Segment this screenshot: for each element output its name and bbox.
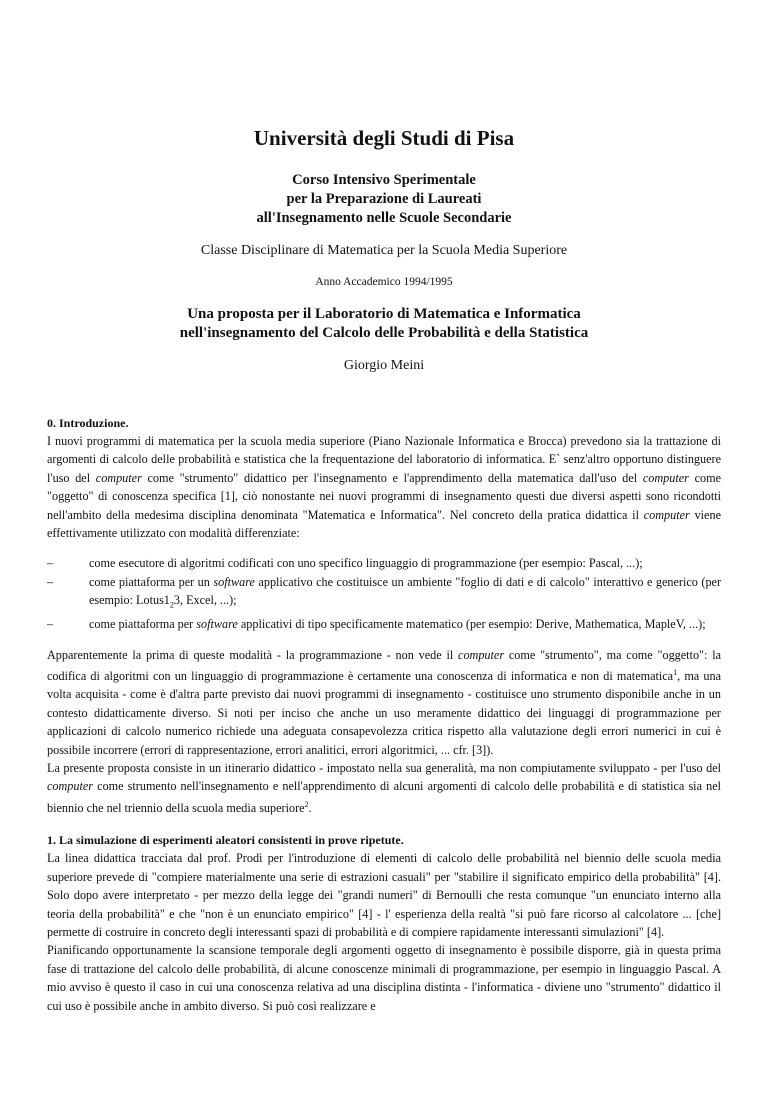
list-item: – come piattaforma per un software applicativo che costituisce un ambiente "foglio di dati e di calcolo" interattivo e generico (per esempio: $Lotus1_23$, Excel, ...); — [47, 574, 722, 610]
footnote-ref[interactable]: 1 — [673, 667, 678, 677]
course-line: per la Preparazione di Laureati — [286, 191, 482, 207]
course-line: Corso Intensivo Sperimentale — [292, 172, 476, 188]
course-title — [47, 171, 721, 228]
paragraph: La linea didattica tracciata dal prof. Prodi per l'introduzione di elementi di calcolo delle probabilità nel biennio delle scuola media superiore prevede di "compiere materialmente una serie di estrazioni casuali" per "stabilire il significato empirico della probabilità" [4]. Solo dopo avere interpretato - per mezzo della legge dei "grandi numeri" di Bernoulli che resta comunque "un enunciato interno alla teoria della probabilità" e che "non è un enunciato empirico" [4] - l' esperienza della realtà "si può fare ricorso al calcolatore ... [che] permette di costruire in concreto degli interessanti spazi di probabilità e di compiere rapidamente interessanti simulazioni" [4]. — [47, 851, 721, 939]
university-title: Università degli Studi di Pisa — [253, 126, 515, 150]
academic-year: Anno Accademico 1994/1995 — [315, 276, 453, 288]
class-discipline: Classe Disciplinare di Matematica per la Scuola Media Superiore — [200, 243, 568, 258]
list-item: – come esecutore di algoritmi codificati con uno specifico linguaggio di programmazione (per esempio: Pascal, ...); — [47, 556, 643, 571]
title-line: Una proposta per il Laboratorio di Matematica e Informatica — [187, 306, 581, 322]
paragraph: I nuovi programmi di matematica per la scuola media superiore (Piano Nazionale Informatica e Brocca) prevedono sia la trattazione di argomenti di calcolo delle probabilità e statistica che la frequentazione del laboratorio di informatica. E` senz'altro opportuno distinguere l'uso del computer come "strumento" didattico per l'insegnamento e l'apprendimento della matematica dall'uso del computer come "oggetto" di conoscenza specifica [1], ciò nonostante nei nuovi programmi di insegnamento questi due diversi aspetti sono ricondotti nell'ambito della medesima disciplina denominata "Matematica e Informatica". Nel concreto della pratica didattica il computer viene effettivamente utilizzato con modalità differenziate: — [47, 434, 721, 541]
course-line: all'Insegnamento nelle Scuole Secondarie — [256, 210, 512, 226]
author: Giorgio Meini — [343, 358, 425, 373]
paragraph: Pianificando opportunamente la scansione temporale degli argomenti oggetto di insegnamento è possibile disporre, già in questa prima fase di trattazione del calcolo delle probabilità, di alcune conoscenze minimali di programmazione, per esempio in linguaggio Pascal. A mio avviso è questo il caso in cui una conoscenza relativa ad una disciplina distinta - l'informatica - diviene uno "strumento" didattico il cui uso è possibile anche in ambito diverso. Si può così realizzare e — [47, 943, 721, 1013]
paper-title — [47, 305, 721, 343]
footnote-ref[interactable]: 2 — [304, 799, 309, 809]
paragraph: Apparentemente la prima di queste modalità - la programmazione - non vede il computer come "strumento", ma come "oggetto": la codifica di algoritmi con un linguaggio di programmazione è certamente una conoscenza di informatica e non di matematica$^1$, ma una volta acquisita - come è d'altra parte previsto dai nuovi programmi di insegnamento - costituisce uno strumento disponibile anche in un contesto didatticamente diverso. Si noti per inciso che anche un uso meramente didattico dei linguaggi di programmazione per applicazioni di calcolo numerico richiede una adeguata consapevolezza critica rispetto alla valutazione degli errori numerici in cui è possibile incorrere (errori di rappresentazione, errori analitici, errori algoritmici, ... cfr. [3]). — [47, 647, 721, 757]
document-page — [0, 126, 768, 1120]
list-item: – come piattaforma per software applicativi di tipo specificamente matematico (per esempio: Derive, Mathematica, MapleV, ...); — [47, 617, 706, 632]
section-heading: 0. Introduzione. — [47, 416, 129, 430]
title-line: nell'insegnamento del Calcolo delle Probabilità e della Statistica — [179, 325, 589, 341]
section-heading: 1. La simulazione di esperimenti aleatori consistenti in prove ripetute. — [47, 833, 404, 848]
paragraph: La presente proposta consiste in un itinerario didattico - impostato nella sua generalità, ma non compiutamente sviluppato - per l'uso del computer come strumento nell'insegnamento e nell'apprendimento di alcuni argomenti di calcolo delle probabilità e di statistica sia nel biennio che nel triennio della scuola media superiore$^2$. — [47, 761, 721, 815]
bullet-list — [47, 554, 721, 633]
